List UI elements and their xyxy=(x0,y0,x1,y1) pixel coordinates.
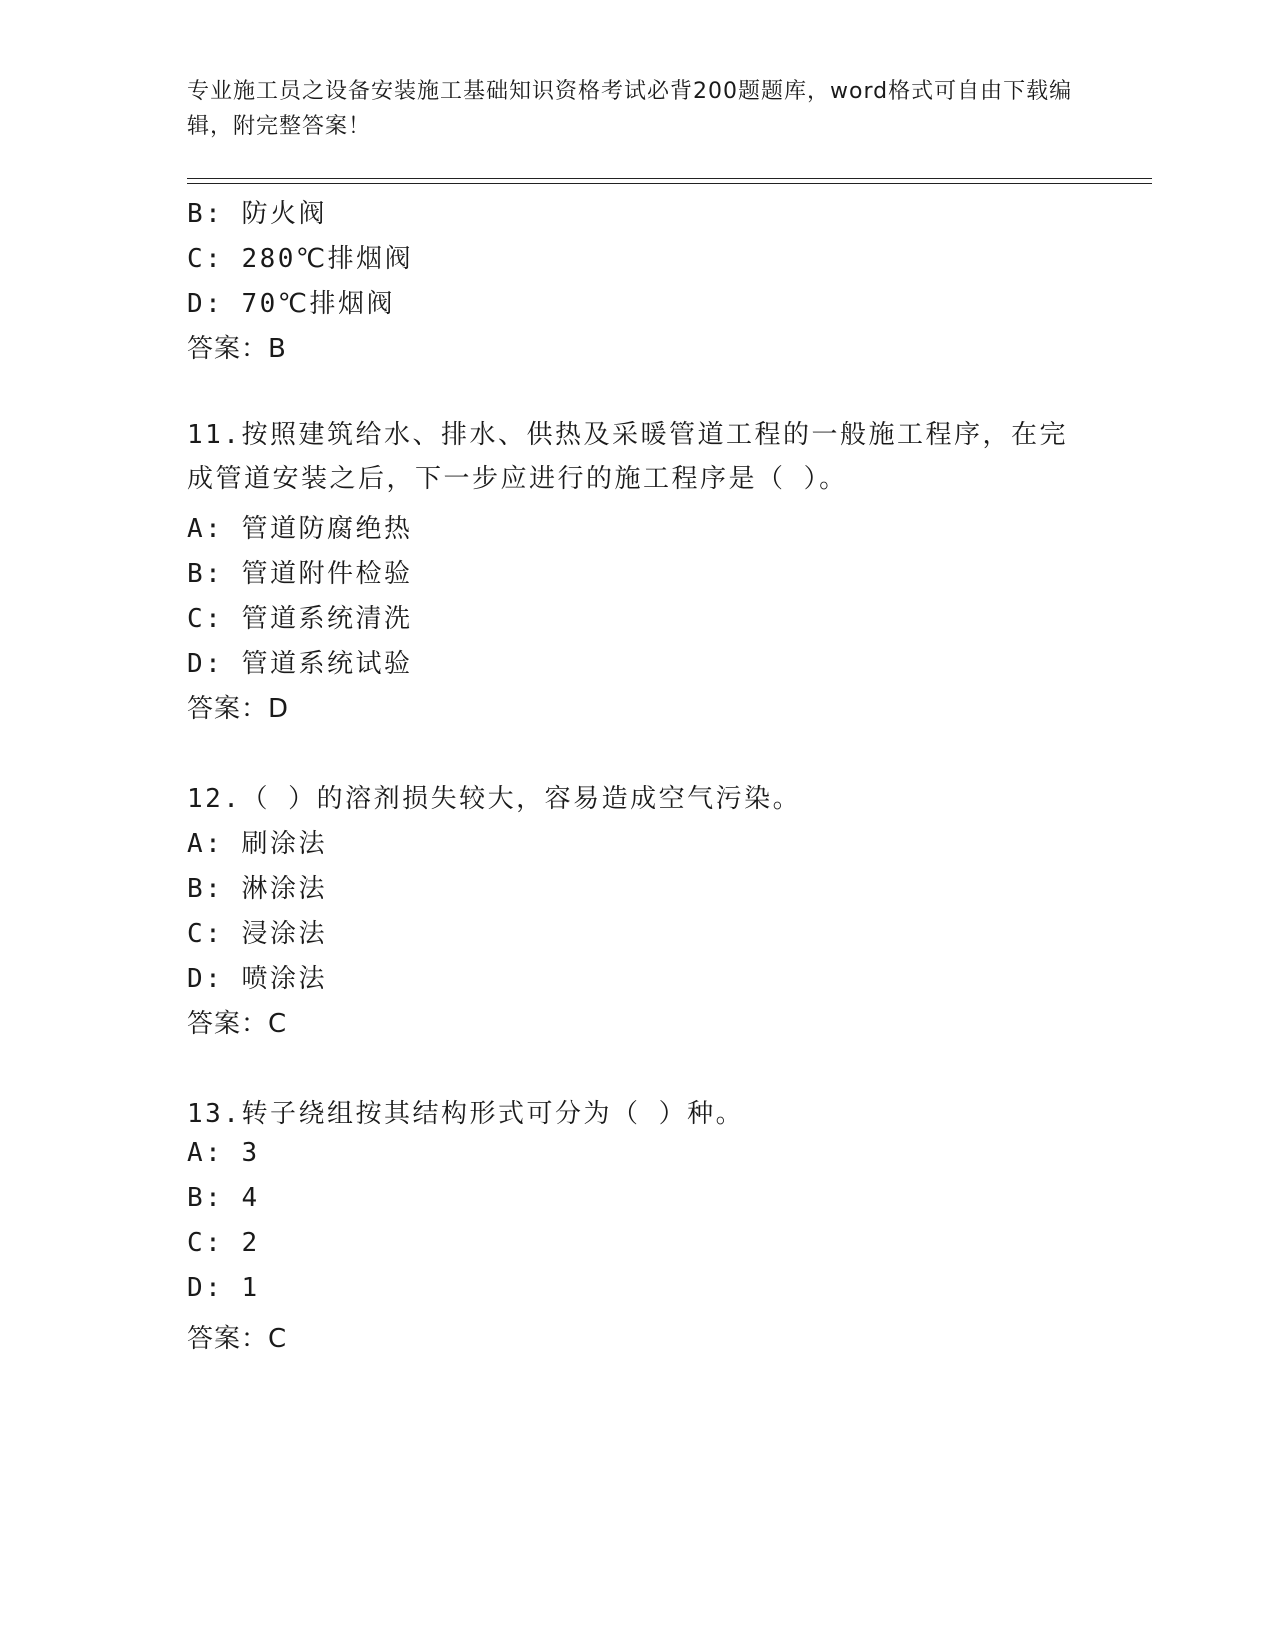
q12-option-d: D: 喷涂法 xyxy=(187,964,327,994)
q11-option-c: C: 管道系统清洗 xyxy=(187,604,413,634)
q13-option-a: A: 3 xyxy=(187,1138,260,1168)
q10-answer: 答案：B xyxy=(187,334,287,364)
q11-option-d: D: 管道系统试验 xyxy=(187,649,413,679)
q13-option-b: B: 4 xyxy=(187,1183,260,1213)
header-rule-bottom xyxy=(187,183,1152,184)
document-header: 专业施工员之设备安装施工基础知识资格考试必背200题题库，word格式可自由下载编辑，附完整答案！ xyxy=(187,79,1073,139)
q12-option-b: B: 淋涂法 xyxy=(187,874,327,904)
q13-answer: 答案：C xyxy=(187,1324,288,1354)
header-rule-top xyxy=(187,178,1152,179)
q12-answer: 答案：C xyxy=(187,1009,288,1039)
q12-option-a: A: 刷涂法 xyxy=(187,829,327,859)
q10-option-b: B: 防火阀 xyxy=(187,199,327,229)
q11-option-a: A: 管道防腐绝热 xyxy=(187,514,413,544)
q11-option-b: B: 管道附件检验 xyxy=(187,559,413,589)
q12-option-c: C: 浸涂法 xyxy=(187,919,327,949)
q13-option-d: D: 1 xyxy=(187,1273,260,1303)
q10-option-c: C: 280℃排烟阀 xyxy=(187,244,414,274)
q11-stem: 11.按照建筑给水、排水、供热及采暖管道工程的一般施工程序，在完成管道安装之后，下一步应进行的施工程序是（ ）。 xyxy=(187,420,1068,494)
q13-stem: 13.转子绕组按其结构形式可分为（ ）种。 xyxy=(187,1099,745,1129)
q12-stem: 12.（ ）的溶剂损失较大，容易造成空气污染。 xyxy=(187,784,802,814)
q13-option-c: C: 2 xyxy=(187,1228,260,1258)
q11-answer: 答案：D xyxy=(187,694,290,724)
q10-option-d: D: 70℃排烟阀 xyxy=(187,289,395,319)
